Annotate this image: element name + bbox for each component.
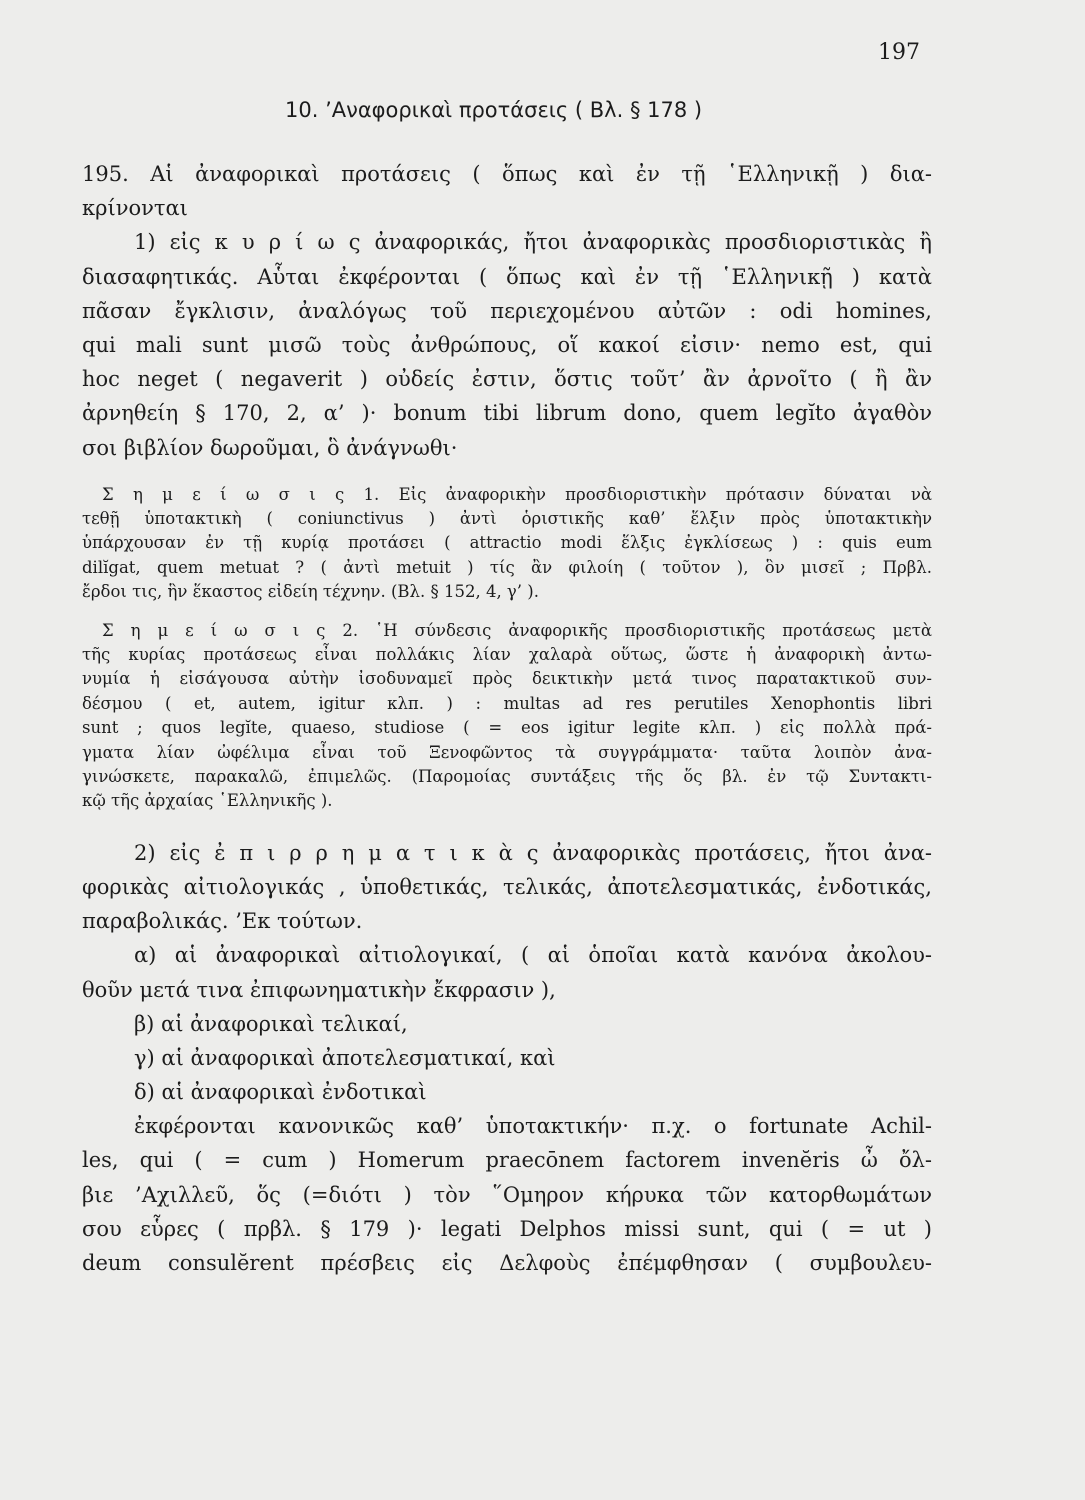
text-line: διασαφητικάς. Αὗται ἐκφέρονται ( ὅπως καὶ ἐν τῇ ῾Ελληνικῇ ) κατὰ bbox=[82, 264, 932, 289]
note-2 bbox=[82, 619, 932, 814]
note-line: Σ η μ ε ί ω σ ι ς 2. ῾Η σύνδεσις ἀναφορικῆς προσδιοριστικῆς προτάσεως μετὰ bbox=[102, 620, 932, 640]
text-line: σου εὗρες ( πρβλ. § 179 )· legati Delphos missi sunt, qui ( = ut ) bbox=[82, 1216, 932, 1241]
text-line: 2) εἰς ἐ π ι ρ ρ η μ α τ ι κ ὰ ς ἀναφορικὰς προτάσεις, ἤτοι ἀνα- bbox=[134, 840, 932, 865]
text-line: ἐκφέρονται κανονικῶς καθ’ ὑποτακτικήν· π.χ. o fortunate Achil- bbox=[134, 1114, 932, 1139]
note-line: τεθῇ ὑποτακτικὴ ( coniunctivus ) ἀντὶ ὁριστικῆς καθ’ ἕλξιν πρὸς ὑποτακτικὴν bbox=[82, 509, 932, 529]
note-line: κῷ τῆς ἀρχαίας ῾Ελληνικῆς ). bbox=[82, 791, 333, 811]
text-line: 1) εἰς κ υ ρ ί ω ς ἀναφορικάς, ἤτοι ἀναφορικὰς προσδιοριστικὰς ἢ bbox=[134, 230, 932, 255]
text-line: βιε ’Αχιλλεῦ, ὅς (=διότι ) τὸν ῞Ομηρον κήρυκα τῶν κατορθωμάτων bbox=[82, 1182, 932, 1207]
note-line: dilĭgat, quem metuat ? ( ἀντὶ metuit ) τίς ἂν φιλοίη ( τοῦτον ), ὃν μισεῖ ; Πρβλ. bbox=[82, 557, 932, 577]
list-item: γ) αἱ ἀναφορικαὶ ἀποτελεσματικαί, καὶ bbox=[134, 1045, 556, 1070]
text-line: 195. Αἱ ἀναφορικαὶ προτάσεις ( ὅπως καὶ ἐν τῇ ῾Ελληνικῇ ) δια- bbox=[82, 162, 932, 186]
section-195 bbox=[82, 157, 932, 465]
list-item: β) αἱ ἀναφορικαὶ τελικαί, bbox=[134, 1011, 408, 1036]
note-line: τῆς κυρίας προτάσεως εἶναι πολλάκις λίαν χαλαρὰ οὕτως, ὥστε ἡ ἀναφορικὴ ἀντω- bbox=[82, 645, 932, 665]
text-line: ἀρνηθείη § 170, 2, α’ )· bonum tibi librum dono, quem legĭto ἀγαθὸν bbox=[82, 401, 932, 426]
closing-paragraph bbox=[82, 1109, 932, 1280]
text-line: σοι βιβλίον δωροῦμαι, ὃ ἀνάγνωθι· bbox=[82, 435, 458, 460]
text-line: κρίνονται bbox=[82, 196, 188, 221]
text-line: πᾶσαν ἔγκλισιν, ἀναλόγως τοῦ περιεχομένου αὐτῶν : odi homines, bbox=[82, 298, 932, 323]
page-number: 197 bbox=[878, 40, 920, 65]
note-line: γινώσκετε, παρακαλῶ, ἐπιμελῶς. (Παρομοίας συντάξεις τῆς ὅς βλ. ἐν τῷ Συντακτι- bbox=[82, 766, 932, 786]
text-line: φορικὰς αἰτιολογικάς , ὑποθετικάς, τελικάς, ἀποτελεσματικάς, ἐνδοτικάς, bbox=[82, 874, 932, 899]
note-line: ἔρδοι τις, ἣν ἕκαστος εἰδείη τέχνην. (Βλ. § 152, 4, γ’ ). bbox=[82, 582, 539, 602]
list-item: θοῦν μετά τινα ἐπιφωνηματικὴν ἔκφρασιν ), bbox=[82, 977, 556, 1002]
section-heading: 10. ’Αναφορικαὶ προτάσεις ( Βλ. § 178 ) bbox=[285, 98, 703, 122]
note-line: δέσμου ( et, autem, igitur κλπ. ) : multas ad res perutiles Xenophontis libri bbox=[82, 693, 932, 713]
text-line: les, qui ( = cum ) Homerum praecōnem factorem invenĕris ὦ ὄλ- bbox=[82, 1148, 932, 1173]
note-line: νυμία ἡ εἰσάγουσα αὐτὴν ἰσοδυναμεῖ πρὸς δεικτικὴν μετά τινος παρατακτικοῦ συν- bbox=[82, 669, 932, 689]
text-line: qui mali sunt μισῶ τοὺς ἀνθρώπους, οἵ κακοί εἰσιν· nemo est, qui bbox=[82, 332, 932, 357]
text-line: deum consulĕrent πρέσβεις εἰς Δελφοὺς ἐπέμφθησαν ( συμβουλευ- bbox=[82, 1251, 932, 1276]
note-line: sunt ; quos legĭte, quaeso, studiose ( = eos igitur legite κλπ. ) εἰς πολλὰ πρά- bbox=[82, 718, 932, 738]
list-item: δ) αἱ ἀναφορικαὶ ἐνδοτικαὶ bbox=[134, 1080, 427, 1105]
text-line: hoc neget ( negaverit ) οὐδείς ἐστιν, ὅστις τοῦτ’ ἂν ἀρνοῖτο ( ἢ ἂν bbox=[82, 367, 932, 392]
text-line: παραβολικάς. ’Εκ τούτων. bbox=[82, 909, 363, 934]
note-line: γματα λίαν ὠφέλιμα εἶναι τοῦ Ξενοφῶντος τὰ συγγράμματα· ταῦτα λοιπὸν ἀνα- bbox=[82, 742, 932, 762]
subtype-list bbox=[82, 938, 932, 1109]
note-line: ὑπάρχουσαν ἐν τῇ κυρίᾳ προτάσει ( attractio modi ἕλξις ἐγκλίσεως ) : quis eum bbox=[82, 533, 932, 553]
note-1 bbox=[82, 483, 932, 605]
section-2 bbox=[82, 836, 932, 939]
page-body bbox=[82, 157, 932, 1280]
note-line: Σ η μ ε ί ω σ ι ς 1. Εἰς ἀναφορικὴν προσδιοριστικὴν πρότασιν δύναται νὰ bbox=[102, 484, 932, 504]
list-item: α) αἱ ἀναφορικαὶ αἰτιολογικαί, ( αἱ ὁποῖαι κατὰ κανόνα ἀκολου- bbox=[134, 943, 932, 968]
